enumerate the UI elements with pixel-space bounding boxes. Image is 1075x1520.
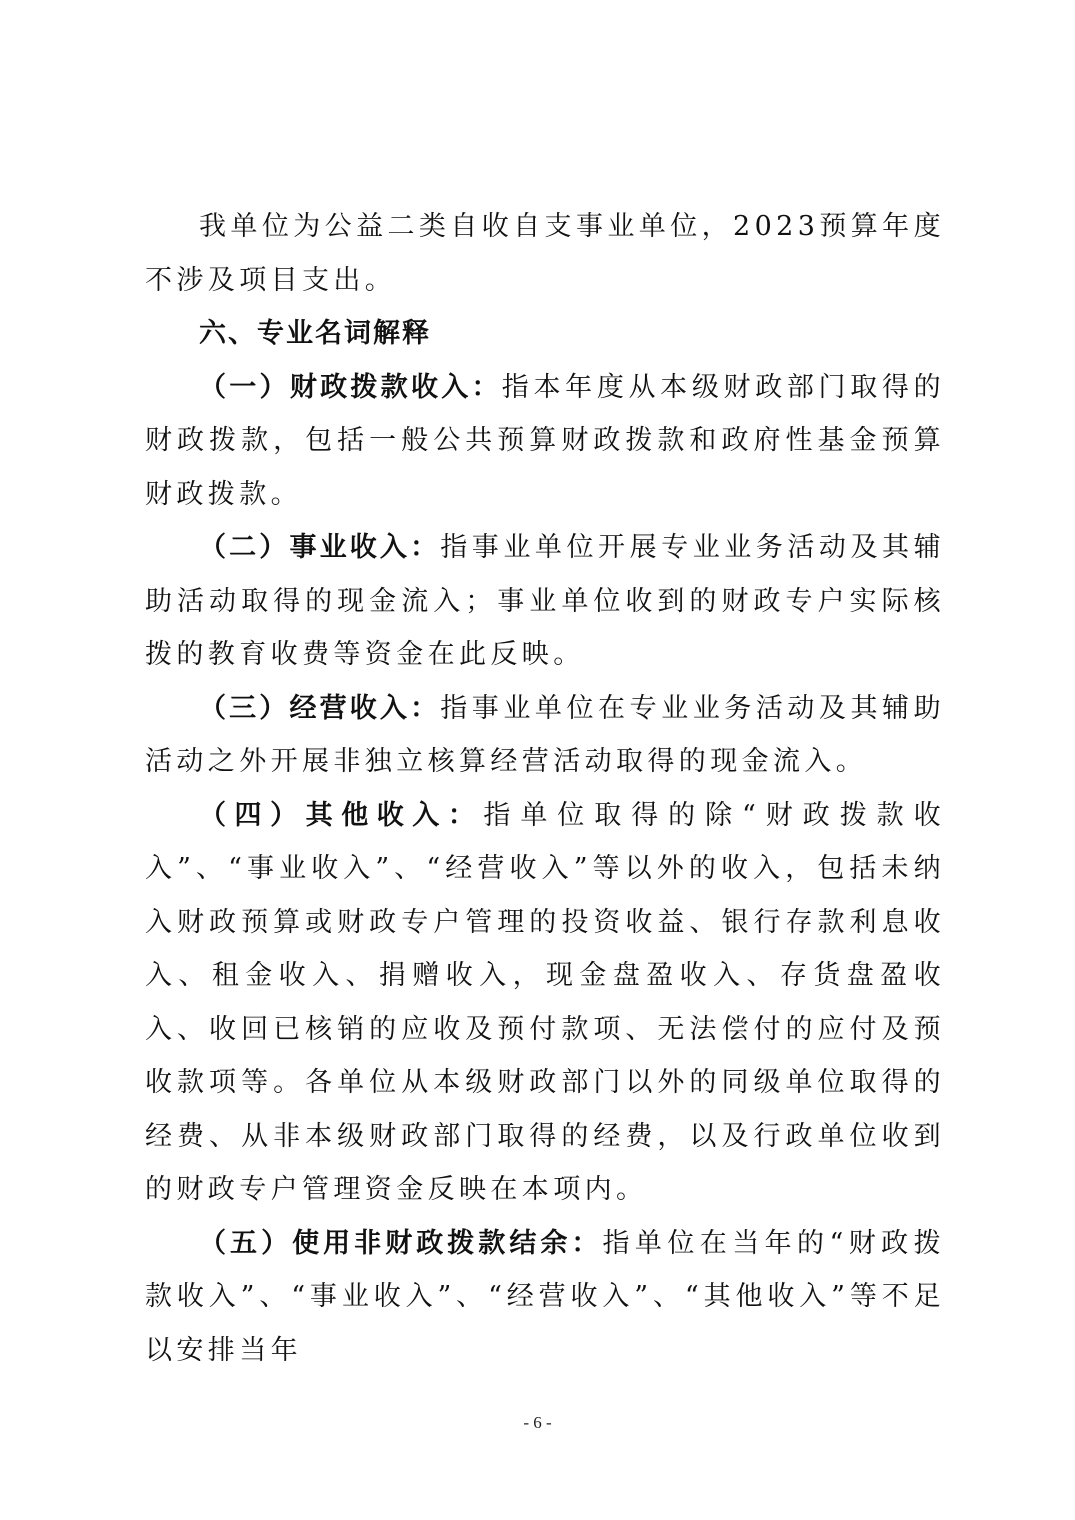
definition-text: 指单位取得的除“财政拨款收入”、“事业收入”、“经营收入”等以外的收入，包括未纳入财政预算或财政专户管理的投资收益、银行存款利息收入、租金收入、捐赠收入，现金盘盈收入、存货盘盈收入、收回已核销的应收及预付款项、无法偿付的应付及预收款项等。各单位从本级财政部门以外的同级单位取得的经费、从非本级财政部门取得的经费，以及行政单位收到的财政专户管理资金反映在本项内。 [145, 799, 945, 1205]
definition-term: （一）财政拨款收入： [199, 371, 502, 403]
definition-text: 指事业单位开展专业业务活动及其辅助活动取得的现金流入；事业单位收到的财政专户实际核拨的教育收费等资金在此反映。 [145, 532, 945, 670]
section-heading: 六、专业名词解释 [199, 318, 431, 349]
definition-text: 指单位在当年的“财政拨款收入”、“事业收入”、“经营收入”、“其他收入”等不足以安排当年 [145, 1227, 946, 1366]
definition-text: 指本年度从本级财政部门取得的财政拨款，包括一般公共预算财政拨款和政府性基金预算财政拨款。 [145, 371, 945, 510]
definition-term: （二）事业收入： [199, 532, 441, 563]
definition-text: 指事业单位在专业业务活动及其辅助活动之外开展非独立核算经营活动取得的现金流入。 [145, 692, 945, 777]
definition-term: （三）经营收入： [199, 692, 441, 724]
definition-paragraph [145, 521, 945, 682]
intro-paragraph: 我单位为公益二类自收自支事业单位，2023预算年度不涉及项目支出。 [145, 211, 945, 296]
definition-paragraph [145, 682, 945, 789]
definition-paragraph [145, 361, 945, 522]
definition-paragraph [145, 1217, 945, 1378]
definition-term: （五）使用非财政拨款结余： [199, 1227, 603, 1259]
document-body [145, 200, 945, 1377]
page-number: - 6 - [523, 1413, 552, 1432]
definition-paragraph [145, 789, 945, 1217]
definition-term: （四）其他收入： [199, 799, 484, 831]
